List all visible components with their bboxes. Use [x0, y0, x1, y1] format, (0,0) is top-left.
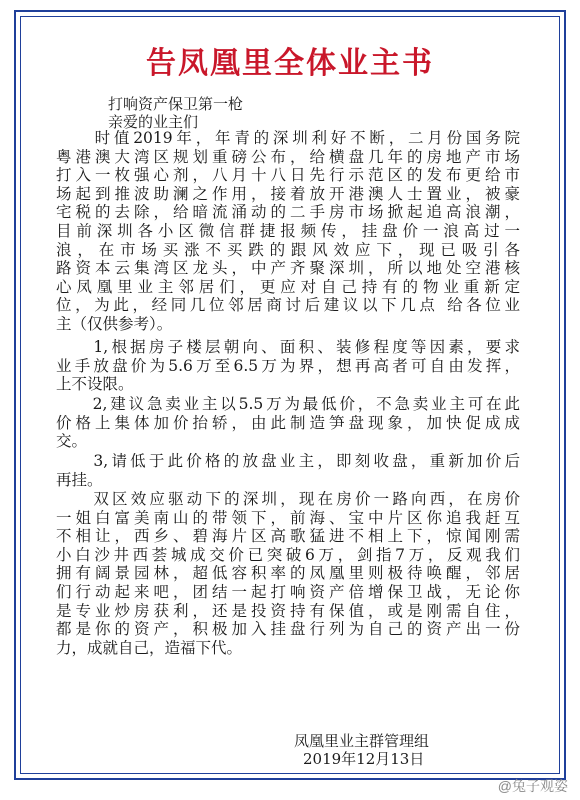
paragraph-line: 不相让，西乡、碧海片区高歌猛进不相上下，惊闻刚需: [56, 527, 520, 546]
paragraph-line: 目前深圳各小区微信群捷报频传，挂盘价一浪高过一: [56, 221, 520, 240]
paragraph-point-2: [56, 395, 520, 451]
paragraph-point-1: [56, 338, 520, 394]
paragraph-line: 力，成就自己，造福下代。: [56, 638, 243, 657]
salutation: 亲爱的业主们: [108, 113, 199, 131]
paragraph-line: 位，为此，经同几位邻居商讨后建议以下几点 给各位业: [56, 296, 520, 315]
paragraph-line: 交。: [56, 432, 88, 451]
paragraph-intro: [56, 129, 520, 334]
watermark: @兔子观姿: [497, 778, 568, 794]
paragraph-line: 双区效应驱动下的深圳，现在房价一路向西，在房价: [56, 490, 520, 508]
paragraph-line: 宅税的去除，给暗流涌动的二手房市场掀起追高浪潮，: [56, 203, 520, 222]
paragraph-line: 1,根据房子楼层朝向、面积、装修程度等因素，要求: [56, 338, 520, 356]
paragraph-line: 们行动起来吧，团结一起打响资产倍增保卫战，无论你: [56, 582, 520, 601]
paragraph-line: 再挂。: [56, 470, 103, 489]
paragraph-line: 时值2019年，年青的深圳利好不断，二月份国务院: [56, 129, 520, 147]
signature-organization: 凤凰里业主群管理组: [294, 732, 430, 750]
paragraph-line: 打入一枚强心剂，八月十八日先行示范区的发布更给市: [56, 166, 520, 185]
paragraph-line: 3,请低于此价格的放盘业主，即刻收盘，重新加价后: [56, 452, 520, 470]
paragraph-line: 上不设限。: [56, 375, 134, 394]
paragraph-line: 是专业炒房获利，还是投资持有保值，或是刚需自住，: [56, 601, 520, 620]
paragraph-line: 业手放盘价为5.6万至6.5万为界，想再高者可自由发挥，: [56, 356, 520, 375]
paragraph-closing: [56, 490, 520, 657]
paragraph-line: 浪，在市场买涨不买跌的跟风效应下，现已吸引各: [56, 240, 520, 259]
paragraph-point-3: [56, 452, 520, 489]
paragraph-line: 场起到推波助澜之作用，接着放开港澳人士置业，被豪: [56, 184, 520, 203]
paragraph-line: 路资本云集湾区龙头，中产齐聚深圳，所以地处空港核: [56, 259, 520, 278]
paragraph-line: 小白沙井西荟城成交价已突破6万，剑指7万，反观我们: [56, 545, 520, 564]
paragraph-line: 一姐白富美南山的带领下，前海、宝中片区你追我赶互: [56, 508, 520, 527]
paragraph-line: 都是你的资产，积极加入挂盘行列为自己的资产出一份: [56, 620, 520, 639]
document-title: 告凤凰里全体业主书: [146, 46, 434, 81]
paragraph-line: 2,建议急卖业主以5.5万为最低价，不急卖业主可在此: [56, 395, 520, 413]
paragraph-line: 价格上集体加价抬轿，由此制造笋盘现象，加快促成成: [56, 413, 520, 432]
paragraph-line: 拥有阔景园林，超低容积率的凤凰里则极待唤醒，邻居: [56, 564, 520, 583]
paragraph-line: 粤港澳大湾区规划重磅公布，给横盘几年的房地产市场: [56, 147, 520, 166]
signature-date: 2019年12月13日: [303, 750, 425, 768]
subject-line: 打响资产保卫第一枪: [108, 95, 244, 113]
paragraph-line: 主（仅供参考）。: [56, 314, 173, 333]
paragraph-line: 心凤凰里业主邻居们，更应对自己持有的物业重新定: [56, 277, 520, 296]
